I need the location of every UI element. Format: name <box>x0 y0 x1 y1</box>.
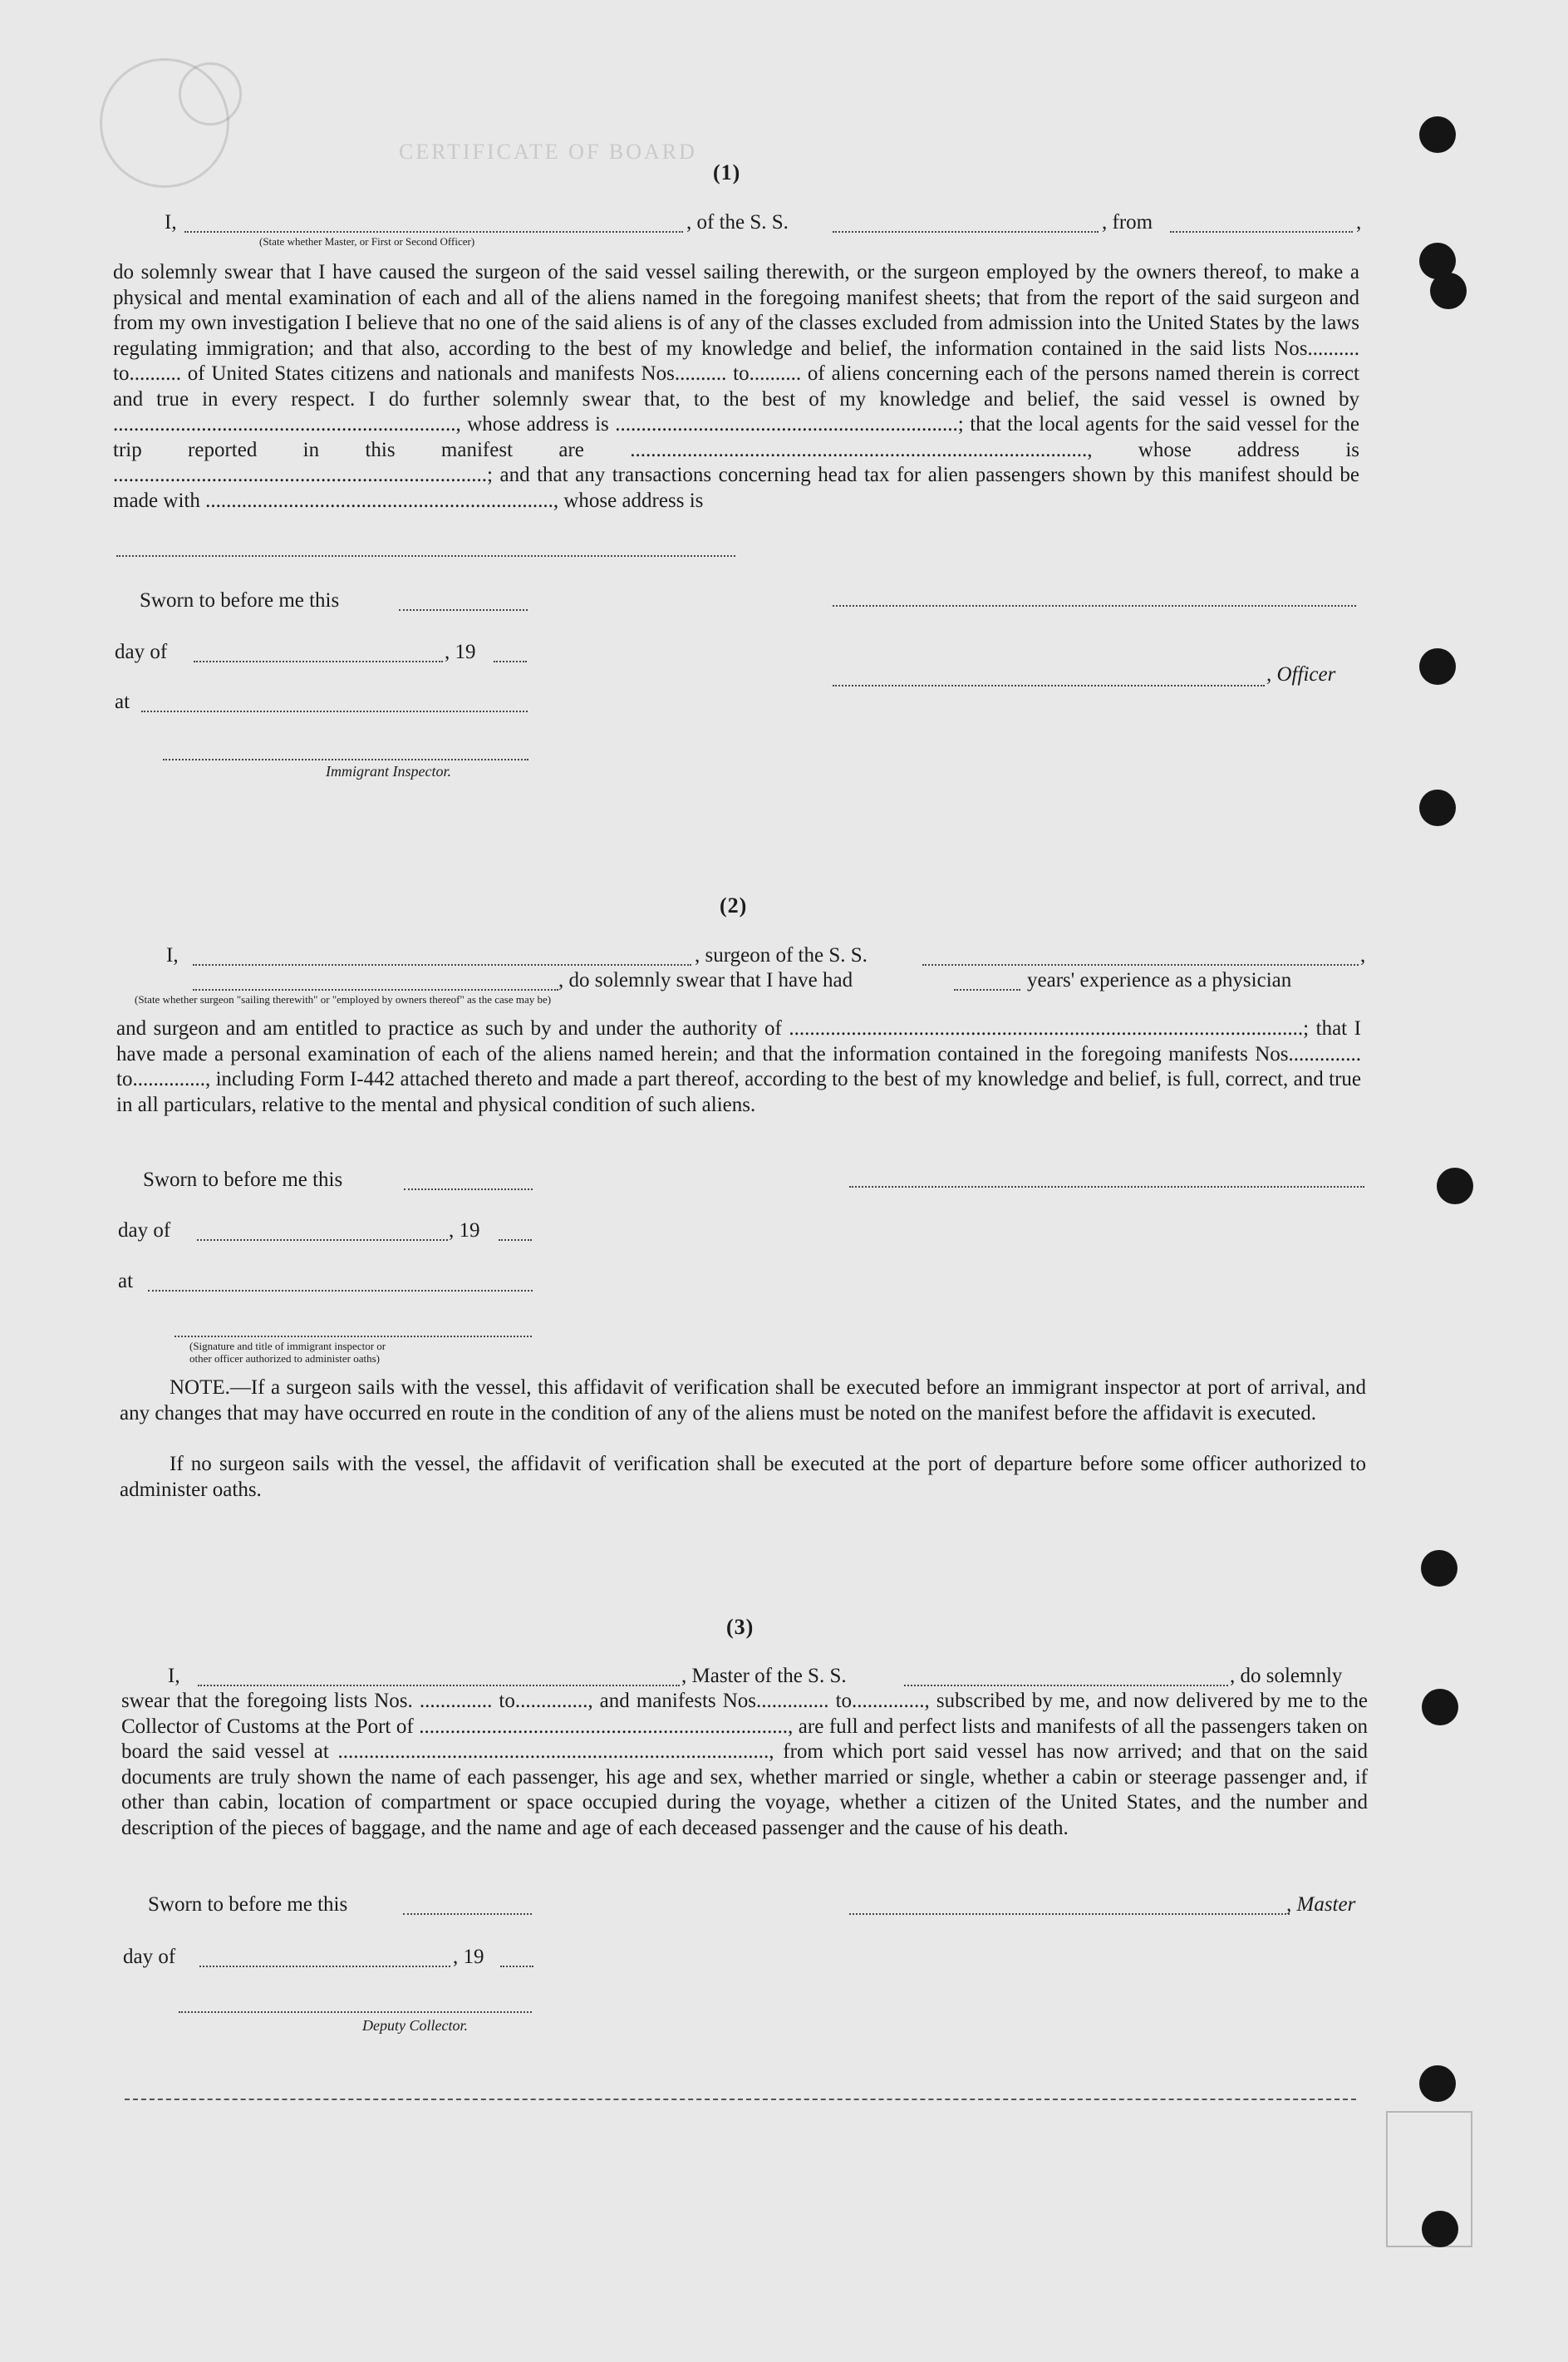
no-surgeon-note-paragraph: If no surgeon sails with the vessel, the affidavit of verification shall be executed at the port of departure before some officer authorized to administer oaths. <box>120 1453 1366 1501</box>
ship-name-blank <box>833 231 1099 233</box>
section-3-number: (3) <box>726 1615 755 1639</box>
section-2-day-of: day of <box>118 1219 171 1242</box>
inspector-signature-blank <box>163 759 528 760</box>
note-text: —If a surgeon sails with the vessel, this affidavit of verification shall be executed before an immigrant inspector at port of arrival, and any changes that may have occurred en route in the condition of any of the aliens must be noted on the manifest before the affidavit is executed. <box>120 1376 1366 1425</box>
address-continuation-blank <box>116 555 735 557</box>
deputy-collector-label: Deputy Collector. <box>362 2017 468 2034</box>
sworn-date-blank-1 <box>399 609 528 611</box>
punch-hole <box>1419 2065 1456 2102</box>
master-signature-blank <box>849 1913 1290 1915</box>
officer-rank-note: (State whether Master, or First or Second Officer) <box>259 235 475 248</box>
section-2-years: years' experience as a physician <box>1027 969 1292 992</box>
section-3-sworn: Sworn to before me this <box>148 1893 348 1916</box>
section-1-day-of: day of <box>115 641 168 663</box>
section-2-surgeon: , surgeon of the S. S. <box>695 944 868 967</box>
section-2-paragraph: and surgeon and am entitled to practice as such by and under the authority of ...................................................................................................; that I have made a personal examination of each of the aliens named herein; and that the information contained in the foregoing manifests Nos.............. to.............., including Form I-442 attached thereto and made a part thereof, according to the best of my knowledge and belief, is full, correct, and true in all particulars, relative to the mental and physical condition of such aliens. <box>116 1017 1361 1116</box>
surgeon-signature-blank <box>849 1186 1364 1188</box>
faint-circular-stamp-inner <box>179 62 242 125</box>
section-2-year: , 19 <box>449 1219 480 1242</box>
at-place-blank-2 <box>148 1290 533 1292</box>
section-2-at: at <box>118 1270 134 1292</box>
year-blank-1 <box>494 661 527 662</box>
section-3-paragraph: swear that the foregoing lists Nos. .............. to.............., and manifests Nos.............. to.............., subscribed by me, and now delivered by me to the Collector of Customs at the Port of ......................................................................., are full and perfect lists and manifests of all the passengers taken on board the said vessel at ..................................................................................., from which port said vessel has now arrived; and that on the said documents are truly shown the name of each passenger, his age and sex, whether married or single, whether a cabin or steerage passenger and, if other than cabin, location of compartment or space occupied during the voyage, whether a citizen of the United States, and the number and description of the pieces of baggage, and the name and age of each deceased passenger and the cause of his death. <box>121 1690 1368 1839</box>
year-blank-2 <box>499 1239 532 1241</box>
section-1-sworn: Sworn to before me this <box>140 589 340 612</box>
day-of-blank-3 <box>199 1966 450 1967</box>
officer-name-blank <box>184 231 683 233</box>
at-place-blank-1 <box>141 711 528 712</box>
years-experience-blank <box>954 989 1020 991</box>
section-1-paragraph: do solemnly swear that I have caused the surgeon of the said vessel sailing therewith, or the surgeon employed by the owners thereof, to make a physical and mental examination of each and all of the aliens named in the foregoing manifest sheets; that from the report of the said surgeon and from my own investigation I believe that no one of the said aliens is of any of the classes excluded from admission into the United States by the laws regulating immigration; and that also, according to the best of my knowledge and belief, the information contained in the said lists Nos.......... to.......... of United States citizens and nationals and manifests Nos.......... to.......... of aliens concerning each of the persons named therein is correct and true in every respect. I do further solemnly swear that, to the best of my knowledge and belief, the said vessel is owned by .................................................................., whose address is ..................................................................; that the local agents for the said vessel for the trip reported in this manifest are ........................................................................................, whose address is ........................................................................; and that any transactions concerning head tax for alien passengers shown by this manifest should be made with ..................................................................., whose address is <box>113 261 1359 512</box>
section-2-number: (2) <box>720 893 748 918</box>
section-3-solemnly: , do solemnly <box>1230 1665 1343 1687</box>
immigrant-inspector-label: Immigrant Inspector. <box>326 763 451 780</box>
note-label: NOTE. <box>170 1376 230 1399</box>
from-port-blank <box>1170 231 1353 233</box>
officer-label: , Officer <box>1266 663 1336 686</box>
punch-hole <box>1419 790 1456 826</box>
section-3-master-of-ss: , Master of the S. S. <box>681 1665 847 1687</box>
section-1-of-ss: , of the S. S. <box>686 211 789 234</box>
punch-hole <box>1437 1168 1473 1204</box>
section-1-year: , 19 <box>445 641 476 663</box>
surgeon-type-note: (State whether surgeon "sailing therewith" or "employed by owners thereof" as the case may be) <box>135 993 552 1006</box>
bleed-through-text: CERTIFICATE OF BOARD <box>399 140 697 164</box>
surgeon-note-paragraph <box>120 1375 1366 1426</box>
section-3-year: , 19 <box>453 1946 484 1968</box>
section-2-sworn: Sworn to before me this <box>143 1169 343 1191</box>
day-of-blank-2 <box>197 1239 448 1241</box>
section-1-at: at <box>115 691 130 713</box>
punch-hole <box>1422 2211 1458 2247</box>
surgeon-ship-blank <box>922 964 1359 966</box>
surgeon-name-blank-2 <box>193 989 558 991</box>
master-ship-blank <box>904 1685 1228 1686</box>
sworn-date-blank-2 <box>404 1188 533 1190</box>
bottom-dashed-rule <box>125 2099 1356 2100</box>
punch-hole <box>1421 1550 1457 1587</box>
signature-title-note-1: (Signature and title of immigrant inspector or <box>189 1340 386 1352</box>
section-3-day-of: day of <box>123 1946 176 1968</box>
deputy-signature-blank <box>179 2011 532 2013</box>
officer-signature-blank-2 <box>833 685 1265 686</box>
inspector-signature-blank-2 <box>174 1336 532 1337</box>
year-blank-3 <box>500 1966 533 1967</box>
punch-hole <box>1430 273 1467 309</box>
section-1-number: (1) <box>713 160 741 185</box>
section-3-i: I, <box>168 1665 180 1687</box>
day-of-blank-1 <box>194 661 443 662</box>
punch-hole <box>1422 1689 1458 1725</box>
officer-signature-blank-1 <box>833 605 1356 607</box>
master-label: , Master <box>1286 1893 1356 1916</box>
section-1-i: I, <box>165 211 177 234</box>
section-2-swear: , do solemnly swear that I have had <box>558 969 853 992</box>
surgeon-name-blank <box>193 964 691 966</box>
punch-hole <box>1419 116 1456 153</box>
section-2-i: I, <box>166 944 179 967</box>
section-1-from: , from <box>1102 211 1153 234</box>
signature-title-note-2: other officer authorized to administer oaths) <box>189 1352 380 1365</box>
section-1-end-comma: , <box>1356 211 1362 234</box>
punch-hole <box>1419 648 1456 685</box>
master-name-blank <box>198 1685 680 1686</box>
section-2-end-comma: , <box>1360 944 1366 967</box>
sworn-date-blank-3 <box>403 1913 532 1915</box>
